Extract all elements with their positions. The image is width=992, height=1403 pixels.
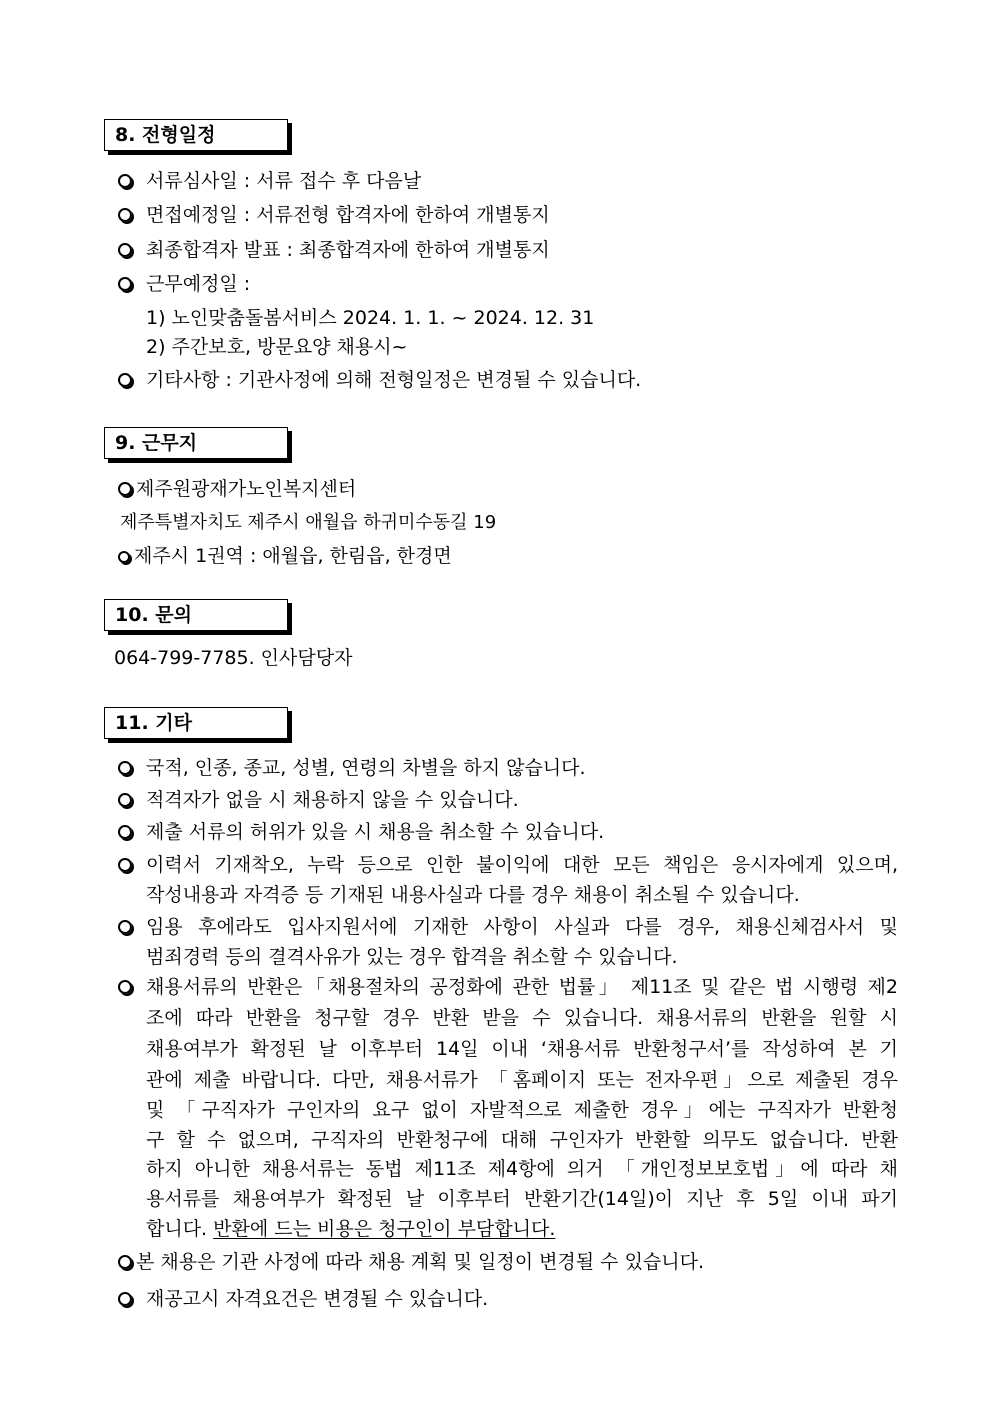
list-item: 제주원광재가노인복지센터 bbox=[118, 476, 356, 502]
section-header-inquiry bbox=[104, 599, 288, 631]
section-header-schedule bbox=[104, 119, 288, 151]
circle-bullet-icon bbox=[118, 373, 132, 387]
circle-bullet-icon bbox=[118, 174, 132, 188]
circle-bullet-icon bbox=[118, 980, 132, 994]
section-header-other bbox=[104, 707, 288, 739]
list-item: 근무예정일 : bbox=[118, 271, 250, 297]
list-item-text: 관에 제출 바랍니다. 다만, 채용서류가 「홈페이지 또는 전자우편」으로 제출된 경우 bbox=[146, 1069, 898, 1091]
section-title: 9. 근무지 bbox=[115, 432, 198, 454]
section-title: 10. 문의 bbox=[115, 604, 192, 626]
list-item: 적격자가 없을 시 채용하지 않을 수 있습니다. bbox=[118, 787, 519, 813]
list-item bbox=[118, 914, 146, 940]
list-item bbox=[118, 852, 146, 878]
list-item: 본 채용은 기관 사정에 따라 채용 계획 및 일정이 변경될 수 있습니다. bbox=[118, 1249, 704, 1275]
section-title: 11. 기타 bbox=[115, 712, 192, 734]
list-item: 최종합격자 발표 : 최종합격자에 한하여 개별통지 bbox=[118, 237, 550, 263]
list-item bbox=[118, 974, 146, 1000]
list-item: 재공고시 자격요건은 변경될 수 있습니다. bbox=[118, 1286, 488, 1312]
circle-bullet-icon bbox=[118, 793, 132, 807]
circle-bullet-icon bbox=[118, 208, 132, 222]
list-item-text: 조에 따라 반환을 청구할 경우 반환 받을 수 있습니다. 채용서류의 반환을 원할 시 bbox=[146, 1007, 898, 1029]
circle-bullet-icon bbox=[118, 825, 132, 839]
list-item-text: 이력서 기재착오, 누락 등으로 인한 불이익에 대한 모든 책임은 응시자에게 있으며, bbox=[146, 854, 898, 876]
circle-bullet-icon bbox=[118, 551, 130, 563]
list-item-text: 구 할 수 없으며, 구직자의 반환청구에 대해 구인자가 반환할 의무도 없습니다. 반환 bbox=[146, 1129, 898, 1151]
list-item-text: 및 「구직자가 구인자의 요구 없이 자발적으로 제출한 경우」에는 구직자가 반환청 bbox=[146, 1099, 898, 1121]
list-item-text: 임용 후에라도 입사지원서에 기재한 사항이 사실과 다를 경우, 채용신체검사서 및 bbox=[146, 916, 898, 938]
circle-bullet-icon bbox=[118, 1292, 132, 1306]
list-item: 제주시 1권역 : 애월읍, 한림읍, 한경면 bbox=[118, 543, 452, 569]
list-item: 제출 서류의 허위가 있을 시 채용을 취소할 수 있습니다. bbox=[118, 819, 604, 845]
list-item-text: 채용서류의 반환은「채용절차의 공정화에 관한 법률」 제11조 및 같은 법 시행령 제2 bbox=[146, 976, 898, 998]
list-item: 국적, 인종, 종교, 성별, 연령의 차별을 하지 않습니다. bbox=[118, 755, 586, 781]
sub-list-item: 1) 노인맞춤돌봄서비스 2024. 1. 1. ~ 2024. 12. 31 bbox=[146, 307, 595, 329]
circle-bullet-icon bbox=[118, 243, 132, 257]
list-item-text: 범죄경력 등의 결격사유가 있는 경우 합격을 취소할 수 있습니다. bbox=[146, 946, 678, 968]
circle-bullet-icon bbox=[118, 482, 132, 496]
list-item-text: 하지 아니한 채용서류는 동법 제11조 제4항에 의거 「개인정보보호법」에 따라 채 bbox=[146, 1158, 898, 1180]
list-item: 면접예정일 : 서류전형 합격자에 한하여 개별통지 bbox=[118, 202, 550, 228]
section-title: 8. 전형일정 bbox=[115, 124, 216, 146]
circle-bullet-icon bbox=[118, 920, 132, 934]
underlined-note: 반환에 드는 비용은 청구인이 부담합니다. bbox=[213, 1218, 556, 1240]
section-header-workplace bbox=[104, 427, 288, 459]
list-item-text: 합니다. 반환에 드는 비용은 청구인이 부담합니다. bbox=[146, 1218, 556, 1240]
contact-text: 064-799-7785. 인사담당자 bbox=[114, 647, 353, 669]
list-item: 기타사항 : 기관사정에 의해 전형일정은 변경될 수 있습니다. bbox=[118, 367, 641, 393]
list-item-text: 작성내용과 자격증 등 기재된 내용사실과 다를 경우 채용이 취소될 수 있습니다. bbox=[146, 884, 800, 906]
address-text: 제주특별자치도 제주시 애월읍 하귀미수동길 19 bbox=[120, 512, 497, 533]
circle-bullet-icon bbox=[118, 1255, 132, 1269]
list-item: 서류심사일 : 서류 접수 후 다음날 bbox=[118, 168, 421, 194]
circle-bullet-icon bbox=[118, 858, 132, 872]
sub-list-item: 2) 주간보호, 방문요양 채용시~ bbox=[146, 336, 408, 358]
circle-bullet-icon bbox=[118, 761, 132, 775]
circle-bullet-icon bbox=[118, 277, 132, 291]
list-item-text: 채용여부가 확정된 날 이후부터 14일 이내 ‘채용서류 반환청구서’를 작성하여 본 기 bbox=[146, 1038, 898, 1060]
list-item-text: 용서류를 채용여부가 확정된 날 이후부터 반환기간(14일)이 지난 후 5일 이내 파기 bbox=[146, 1188, 898, 1210]
